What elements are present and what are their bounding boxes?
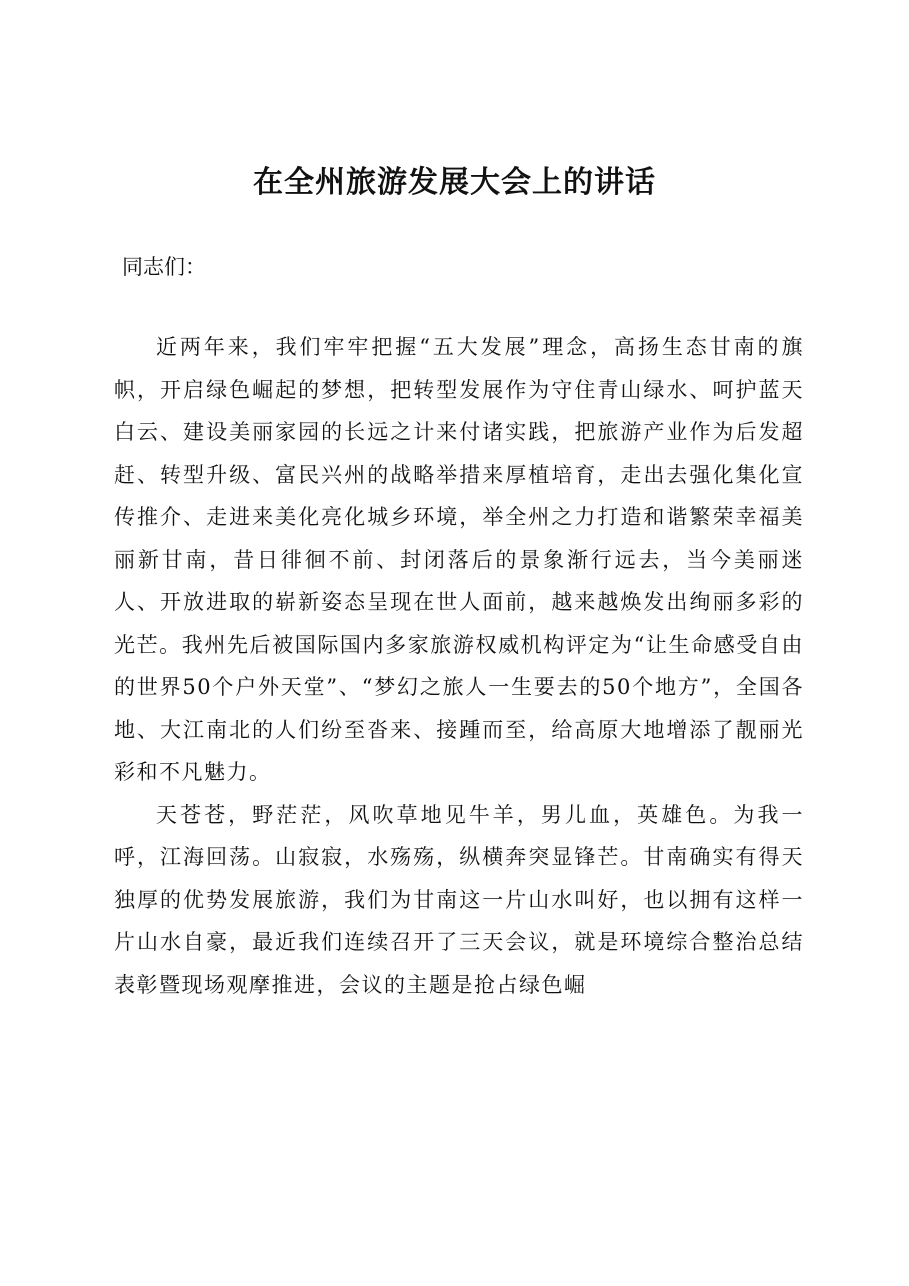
document-body [114, 326, 804, 1006]
paragraph: 天苍苍，野茫茫，风吹草地见牛羊，男儿血，英雄色。为我一呼，江海回荡。山寂寂，水殇殇，纵横奔突显锋芒。甘南确实有得天独厚的优势发展旅游，我们为甘南这一片山水叫好，也以拥有这样一片山水自豪，最近我们连续召开了三天会议，就是环境综合整治总结表彰暨现场观摩推进，会议的主题是抢占绿色崛 [114, 802, 804, 997]
paragraph: 近两年来，我们牢牢把握“五大发展”理念，高扬生态甘南的旗帜，开启绿色崛起的梦想，把转型发展作为守住青山绿水、呵护蓝天白云、建设美丽家园的长远之计来付诸实践，把旅游产业作为后发超赶、转型升级、富民兴州的战略举措来厚植培育，走出去强化集化宣传推介、走进来美化亮化城乡环境，举全州之力打造和谐繁荣幸福美丽新甘南，昔日徘徊不前、封闭落后的景象渐行远去，当今美丽迷人、开放进取的崭新姿态呈现在世人面前，越来越焕发出绚丽多彩的光芒。我州先后被国际国内多家旅游权威机构评定为“让生命感受自由的世界50个户外天堂”、“梦幻之旅人一生要去的50个地方”，全国各地、大江南北的人们纷至沓来、接踵而至，给高原大地增添了靓丽光彩和不凡魅力。 [114, 335, 804, 784]
document-title: 在全州旅游发展大会上的讲话 [253, 165, 656, 200]
salutation: 同志们： [122, 255, 206, 279]
